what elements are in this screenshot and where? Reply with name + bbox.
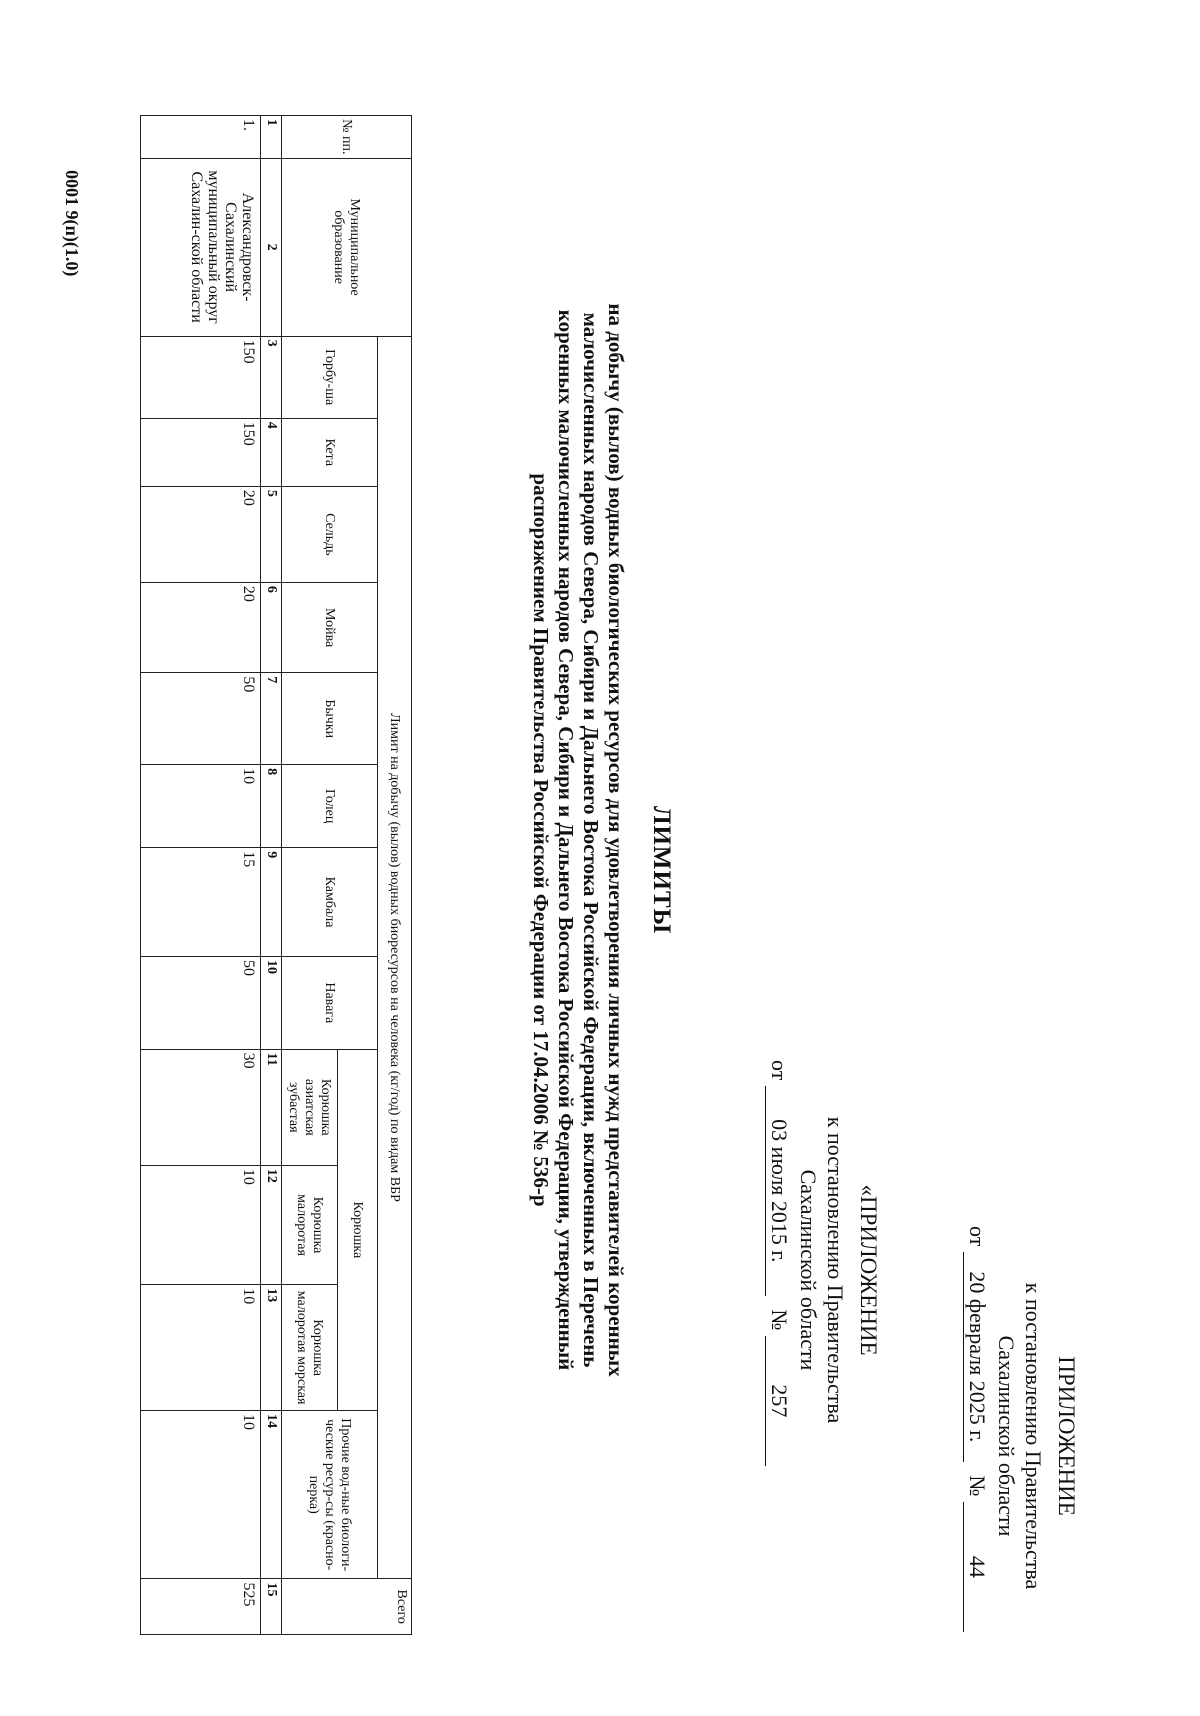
header-koryushka-aziatskaya: Корюшка азиатская зубастая bbox=[282, 1049, 338, 1165]
colnum-6: 6 bbox=[261, 582, 282, 673]
appendix-original-date-row bbox=[765, 1060, 793, 1480]
colnum-2: 2 bbox=[261, 158, 282, 336]
appendix-current-title: ПРИЛОЖЕНИЕ bbox=[1054, 1356, 1079, 1516]
cell-koryushka-aziatskaya: 30 bbox=[141, 1049, 261, 1165]
header-group-limit: Лимит на добычу (вылов) водных биоресурсов на человека (кг/год) по видам ВБР bbox=[378, 336, 412, 1579]
cell-bychki: 50 bbox=[141, 673, 261, 765]
header-municipality: Муниципальное образование bbox=[282, 158, 412, 336]
colnum-7: 7 bbox=[261, 673, 282, 765]
header-species-navaga: Навага bbox=[282, 956, 378, 1049]
appendix-original-title: «ПРИЛОЖЕНИЕ bbox=[856, 1184, 881, 1356]
cell-navaga: 50 bbox=[141, 956, 261, 1049]
appendix-original bbox=[765, 1060, 882, 1480]
document-title: ЛИМИТЫ bbox=[648, 805, 675, 935]
document-code-wrap bbox=[61, 170, 82, 276]
colnum-15: 15 bbox=[261, 1579, 282, 1635]
cell-moyva: 20 bbox=[141, 582, 261, 673]
cell-other: 10 bbox=[141, 1411, 261, 1579]
appendix-original-line2: Сахалинской области bbox=[796, 1169, 821, 1371]
cell-gorbusha: 150 bbox=[141, 336, 261, 418]
header-no: № пп. bbox=[282, 116, 412, 159]
colnum-13: 13 bbox=[261, 1285, 282, 1411]
cell-koryushka-malorotaya: 10 bbox=[141, 1165, 261, 1284]
column-number-row bbox=[261, 116, 282, 1635]
appendix-current-number-sign: № bbox=[965, 1475, 990, 1497]
header-koryushka-morskaya: Корюшка малоротая морская bbox=[282, 1285, 338, 1411]
appendix-original-date: 03 июля 2015 г. bbox=[765, 1086, 793, 1296]
colnum-1: 1 bbox=[261, 116, 282, 159]
appendix-current-date-row bbox=[963, 1226, 991, 1646]
appendix-original-number: 257 bbox=[765, 1336, 793, 1466]
appendix-original-number-sign: № bbox=[767, 1309, 792, 1331]
cell-kambala: 15 bbox=[141, 848, 261, 957]
appendix-original-date-prefix: от bbox=[767, 1060, 792, 1081]
colnum-12: 12 bbox=[261, 1165, 282, 1284]
colnum-5: 5 bbox=[261, 486, 282, 582]
appendix-original-line1: к постановлению Правительства bbox=[823, 1116, 848, 1424]
document-title-wrap bbox=[647, 790, 675, 950]
header-koryushka-malorotaya: Корюшка малоротая bbox=[282, 1165, 338, 1284]
cell-koryushka-morskaya: 10 bbox=[141, 1285, 261, 1411]
limits-table bbox=[140, 115, 412, 1635]
header-species-bychki: Бычки bbox=[282, 673, 378, 765]
colnum-4: 4 bbox=[261, 418, 282, 486]
row-municipality: Александровск-Сахалинский муниципальный округ Сахалин-ской области bbox=[141, 158, 261, 336]
appendix-current-date: 20 февраля 2025 г. bbox=[963, 1252, 991, 1462]
document-code: 0001 9(п)(1.0) bbox=[62, 170, 82, 277]
appendix-current-date-prefix: от bbox=[965, 1226, 990, 1247]
header-species-keta: Кета bbox=[282, 418, 378, 486]
header-koryushka: Корюшка bbox=[338, 1049, 378, 1410]
appendix-current-line1: к постановлению Правительства bbox=[1021, 1282, 1046, 1590]
header-species-golets: Голец bbox=[282, 765, 378, 848]
colnum-11: 11 bbox=[261, 1049, 282, 1165]
header-total: Всего bbox=[282, 1579, 412, 1635]
cell-total: 525 bbox=[141, 1579, 261, 1635]
appendix-current-number: 44 bbox=[963, 1502, 991, 1632]
document-subtitle bbox=[528, 130, 628, 1550]
subtitle-line-2: малочисленных народов Севера, Сибири и Дальнего Востока Российской Федерации, включенных в Перечень bbox=[579, 312, 603, 1368]
cell-keta: 150 bbox=[141, 418, 261, 486]
header-species-kambala: Камбала bbox=[282, 848, 378, 957]
appendix-current bbox=[963, 1226, 1080, 1646]
colnum-10: 10 bbox=[261, 956, 282, 1049]
cell-golets: 10 bbox=[141, 765, 261, 848]
subtitle-line-3: коренных малочисленных народов Севера, Сибири и Дальнего Востока Российской Федерации, утвержденный bbox=[554, 309, 578, 1371]
table-row bbox=[141, 116, 261, 1635]
colnum-14: 14 bbox=[261, 1411, 282, 1579]
header-other: Прочие вод-ные биологи-ческие ресур-сы (красно-перка) bbox=[282, 1411, 378, 1579]
colnum-9: 9 bbox=[261, 848, 282, 957]
cell-seld: 20 bbox=[141, 486, 261, 582]
header-species-moyva: Мойва bbox=[282, 582, 378, 673]
subtitle-line-1: на добычу (вылов) водных биологических ресурсов для удовлетворения личных нужд представителей коренных bbox=[604, 303, 628, 1377]
subtitle-line-4: распоряжением Правительства Российской Федерации от 17.04.2006 № 536-р bbox=[529, 473, 553, 1207]
colnum-3: 3 bbox=[261, 336, 282, 418]
appendix-current-line2: Сахалинской области bbox=[994, 1335, 1019, 1537]
colnum-8: 8 bbox=[261, 765, 282, 848]
header-species-seld: Сельдь bbox=[282, 486, 378, 582]
header-species-gorbusha: Горбу-ша bbox=[282, 336, 378, 418]
row-no: 1. bbox=[141, 116, 261, 159]
